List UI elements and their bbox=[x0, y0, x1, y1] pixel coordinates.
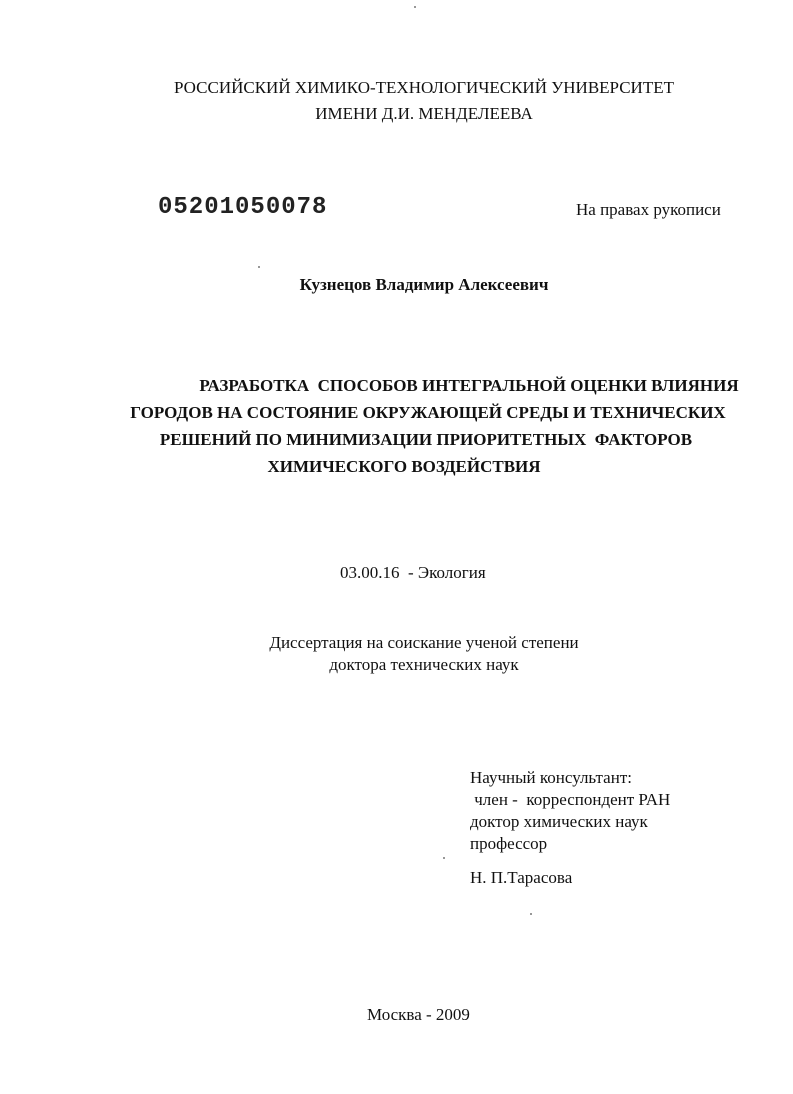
university-name: РОССИЙСКИЙ ХИМИКО-ТЕХНОЛОГИЧЕСКИЙ УНИВЕРСИТЕТ bbox=[174, 78, 674, 97]
title-line: РЕШЕНИЙ ПО МИНИМИЗАЦИИ ПРИОРИТЕТНЫХ ФАКТОРОВ bbox=[159, 430, 693, 449]
scan-speck bbox=[258, 266, 260, 268]
scan-speck bbox=[414, 6, 416, 8]
university-name-line2: ИМЕНИ Д.И. МЕНДЕЛЕЕВА bbox=[315, 104, 533, 123]
author-name: Кузнецов Владимир Алексеевич bbox=[299, 275, 549, 294]
place-year: Москва - 2009 bbox=[367, 1005, 470, 1024]
consultant-title: доктор химических наук bbox=[470, 812, 648, 831]
title-line: РАЗРАБОТКА СПОСОБОВ ИНТЕГРАЛЬНОЙ ОЦЕНКИ ВЛИЯНИЯ bbox=[199, 376, 739, 395]
scan-speck bbox=[530, 913, 532, 915]
degree-line: Диссертация на соискание ученой степени bbox=[269, 633, 579, 652]
manuscript-note: На правах рукописи bbox=[576, 200, 721, 219]
consultant-title: член - корреспондент РАН bbox=[470, 790, 671, 809]
consultant-name: Н. П.Тарасова bbox=[470, 868, 573, 887]
title-line: ГОРОДОВ НА СОСТОЯНИЕ ОКРУЖАЮЩЕЙ СРЕДЫ И ТЕХНИЧЕСКИХ bbox=[130, 403, 726, 422]
consultant-title: профессор bbox=[470, 834, 548, 853]
stamp-number: 05201050078 bbox=[158, 194, 328, 221]
degree-line: доктора технических наук bbox=[329, 655, 519, 674]
specialty: 03.00.16 - Экология bbox=[340, 563, 486, 582]
title-line: ХИМИЧЕСКОГО ВОЗДЕЙСТВИЯ bbox=[267, 457, 541, 476]
scan-speck bbox=[443, 857, 445, 859]
consultant-label: Научный консультант: bbox=[470, 768, 632, 787]
